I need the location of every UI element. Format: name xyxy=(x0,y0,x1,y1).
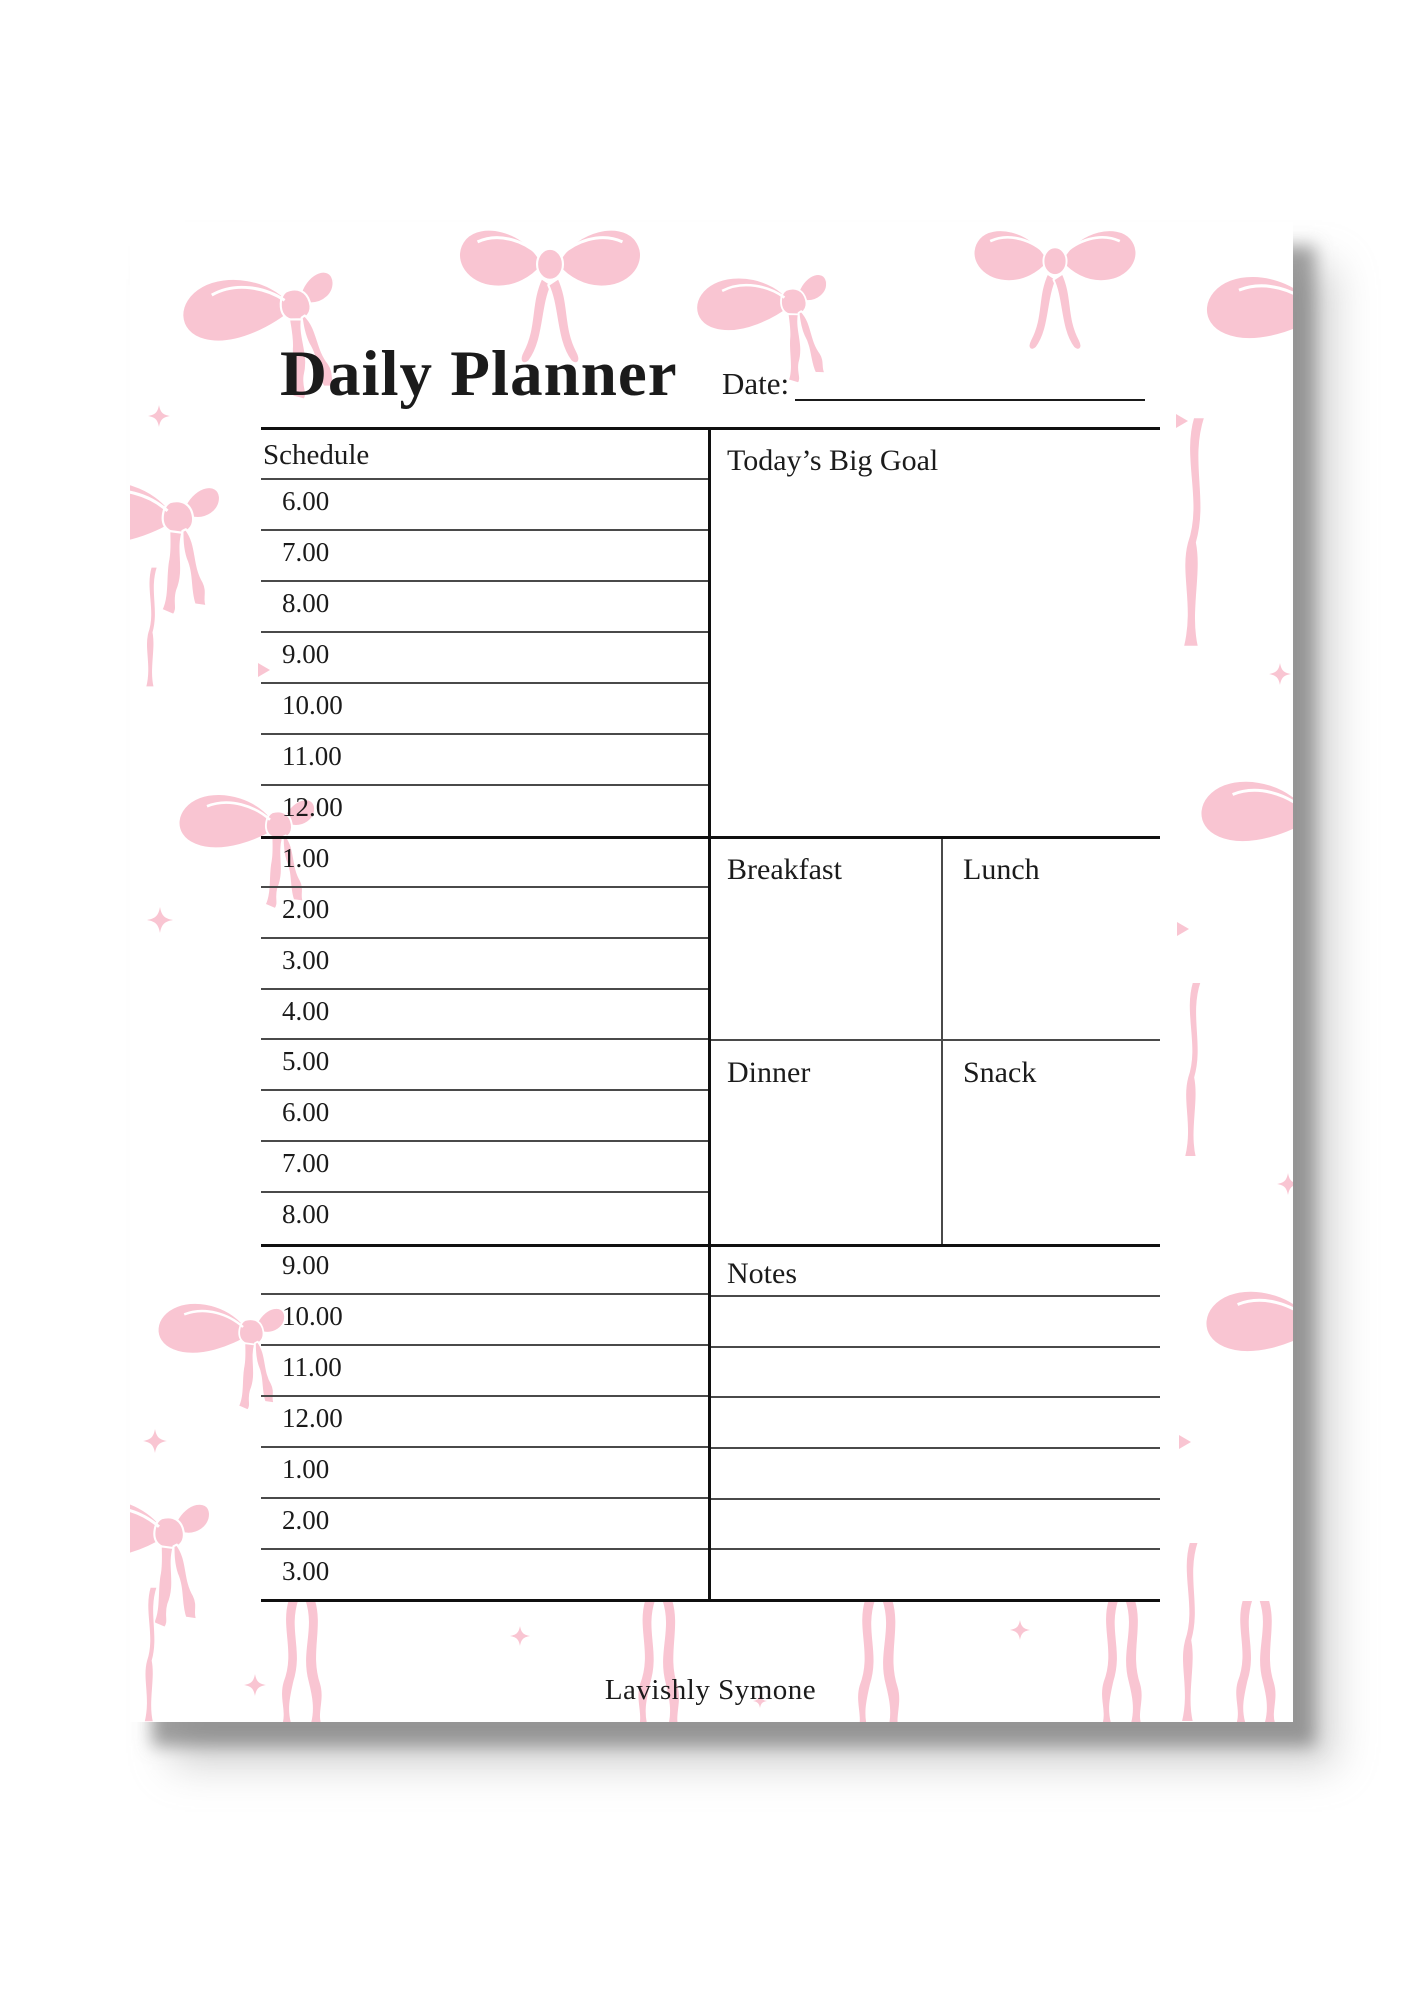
schedule-row[interactable] xyxy=(261,1499,708,1550)
schedule-row[interactable] xyxy=(261,1142,708,1193)
schedule-row[interactable] xyxy=(261,1550,708,1599)
schedule-row[interactable] xyxy=(261,1193,708,1244)
notes-line[interactable] xyxy=(711,1500,1160,1551)
schedule-row[interactable] xyxy=(261,1091,708,1142)
date-label: Date: xyxy=(722,366,790,401)
big-goal-label: Today’s Big Goal xyxy=(727,444,939,477)
snack-label: Snack xyxy=(963,1056,1037,1089)
dinner-box[interactable] xyxy=(711,1041,941,1244)
schedule-time-label: 11.00 xyxy=(282,740,342,771)
schedule-time-label: 11.00 xyxy=(282,1352,342,1383)
schedule-time-label: 1.00 xyxy=(282,842,330,873)
schedule-time-label: 10.00 xyxy=(282,1301,343,1332)
schedule-row[interactable] xyxy=(261,1040,708,1091)
notes-header: Notes xyxy=(727,1257,797,1290)
schedule-row[interactable] xyxy=(261,1295,708,1346)
schedule-row[interactable] xyxy=(261,786,708,837)
notes-line[interactable] xyxy=(711,1297,1160,1348)
schedule-time-label: 8.00 xyxy=(282,587,330,618)
breakfast-label: Breakfast xyxy=(727,853,842,886)
schedule-time-label: 12.00 xyxy=(282,1403,343,1434)
schedule-row[interactable] xyxy=(261,990,708,1041)
schedule-time-label: 5.00 xyxy=(282,1046,330,1077)
schedule-row[interactable] xyxy=(261,837,708,888)
date-fill-line[interactable] xyxy=(795,369,1145,401)
brand-footer: Lavishly Symone xyxy=(604,1674,817,1706)
page-title: Daily Planner xyxy=(280,338,678,410)
lunch-label: Lunch xyxy=(963,853,1040,886)
schedule-time-label: 6.00 xyxy=(282,486,330,516)
schedule-rows xyxy=(261,480,708,1599)
big-goal-box[interactable] xyxy=(711,430,1160,836)
dinner-label: Dinner xyxy=(727,1056,811,1089)
snack-box[interactable] xyxy=(943,1041,1160,1244)
schedule-row[interactable] xyxy=(261,633,708,684)
schedule-time-label: 1.00 xyxy=(282,1454,330,1485)
schedule-row[interactable] xyxy=(261,684,708,735)
schedule-time-label: 6.00 xyxy=(282,1097,330,1128)
schedule-time-label: 9.00 xyxy=(282,638,330,669)
schedule-time-label: 2.00 xyxy=(282,1505,330,1536)
notes-line[interactable] xyxy=(711,1449,1160,1500)
schedule-time-label: 8.00 xyxy=(282,1199,330,1230)
schedule-time-label: 7.00 xyxy=(282,1148,330,1179)
lunch-box[interactable] xyxy=(943,839,1160,1039)
schedule-row[interactable] xyxy=(261,1397,708,1448)
schedule-row[interactable] xyxy=(261,888,708,939)
date-field xyxy=(722,368,1145,401)
schedule-time-label: 2.00 xyxy=(282,893,330,924)
notes-line[interactable] xyxy=(711,1550,1160,1599)
notes-lines xyxy=(711,1297,1160,1599)
schedule-row[interactable] xyxy=(261,1346,708,1397)
breakfast-box[interactable] xyxy=(711,839,941,1039)
schedule-row[interactable] xyxy=(261,582,708,633)
schedule-row[interactable] xyxy=(261,1244,708,1295)
schedule-time-label: 12.00 xyxy=(282,791,343,822)
schedule-time-label: 4.00 xyxy=(282,995,330,1026)
schedule-row[interactable] xyxy=(261,531,708,582)
schedule-time-label: 7.00 xyxy=(282,536,330,567)
schedule-header: Schedule xyxy=(263,439,370,471)
schedule-time-label: 10.00 xyxy=(282,689,343,720)
notes-line[interactable] xyxy=(711,1398,1160,1449)
schedule-row[interactable] xyxy=(261,480,708,531)
schedule-time-label: 3.00 xyxy=(282,1556,330,1587)
schedule-time-label: 3.00 xyxy=(282,944,330,975)
schedule-row[interactable] xyxy=(261,735,708,786)
schedule-row[interactable] xyxy=(261,1448,708,1499)
notes-line[interactable] xyxy=(711,1348,1160,1399)
schedule-time-label: 9.00 xyxy=(282,1250,330,1281)
schedule-row[interactable] xyxy=(261,939,708,990)
planner-page xyxy=(130,222,1293,1722)
